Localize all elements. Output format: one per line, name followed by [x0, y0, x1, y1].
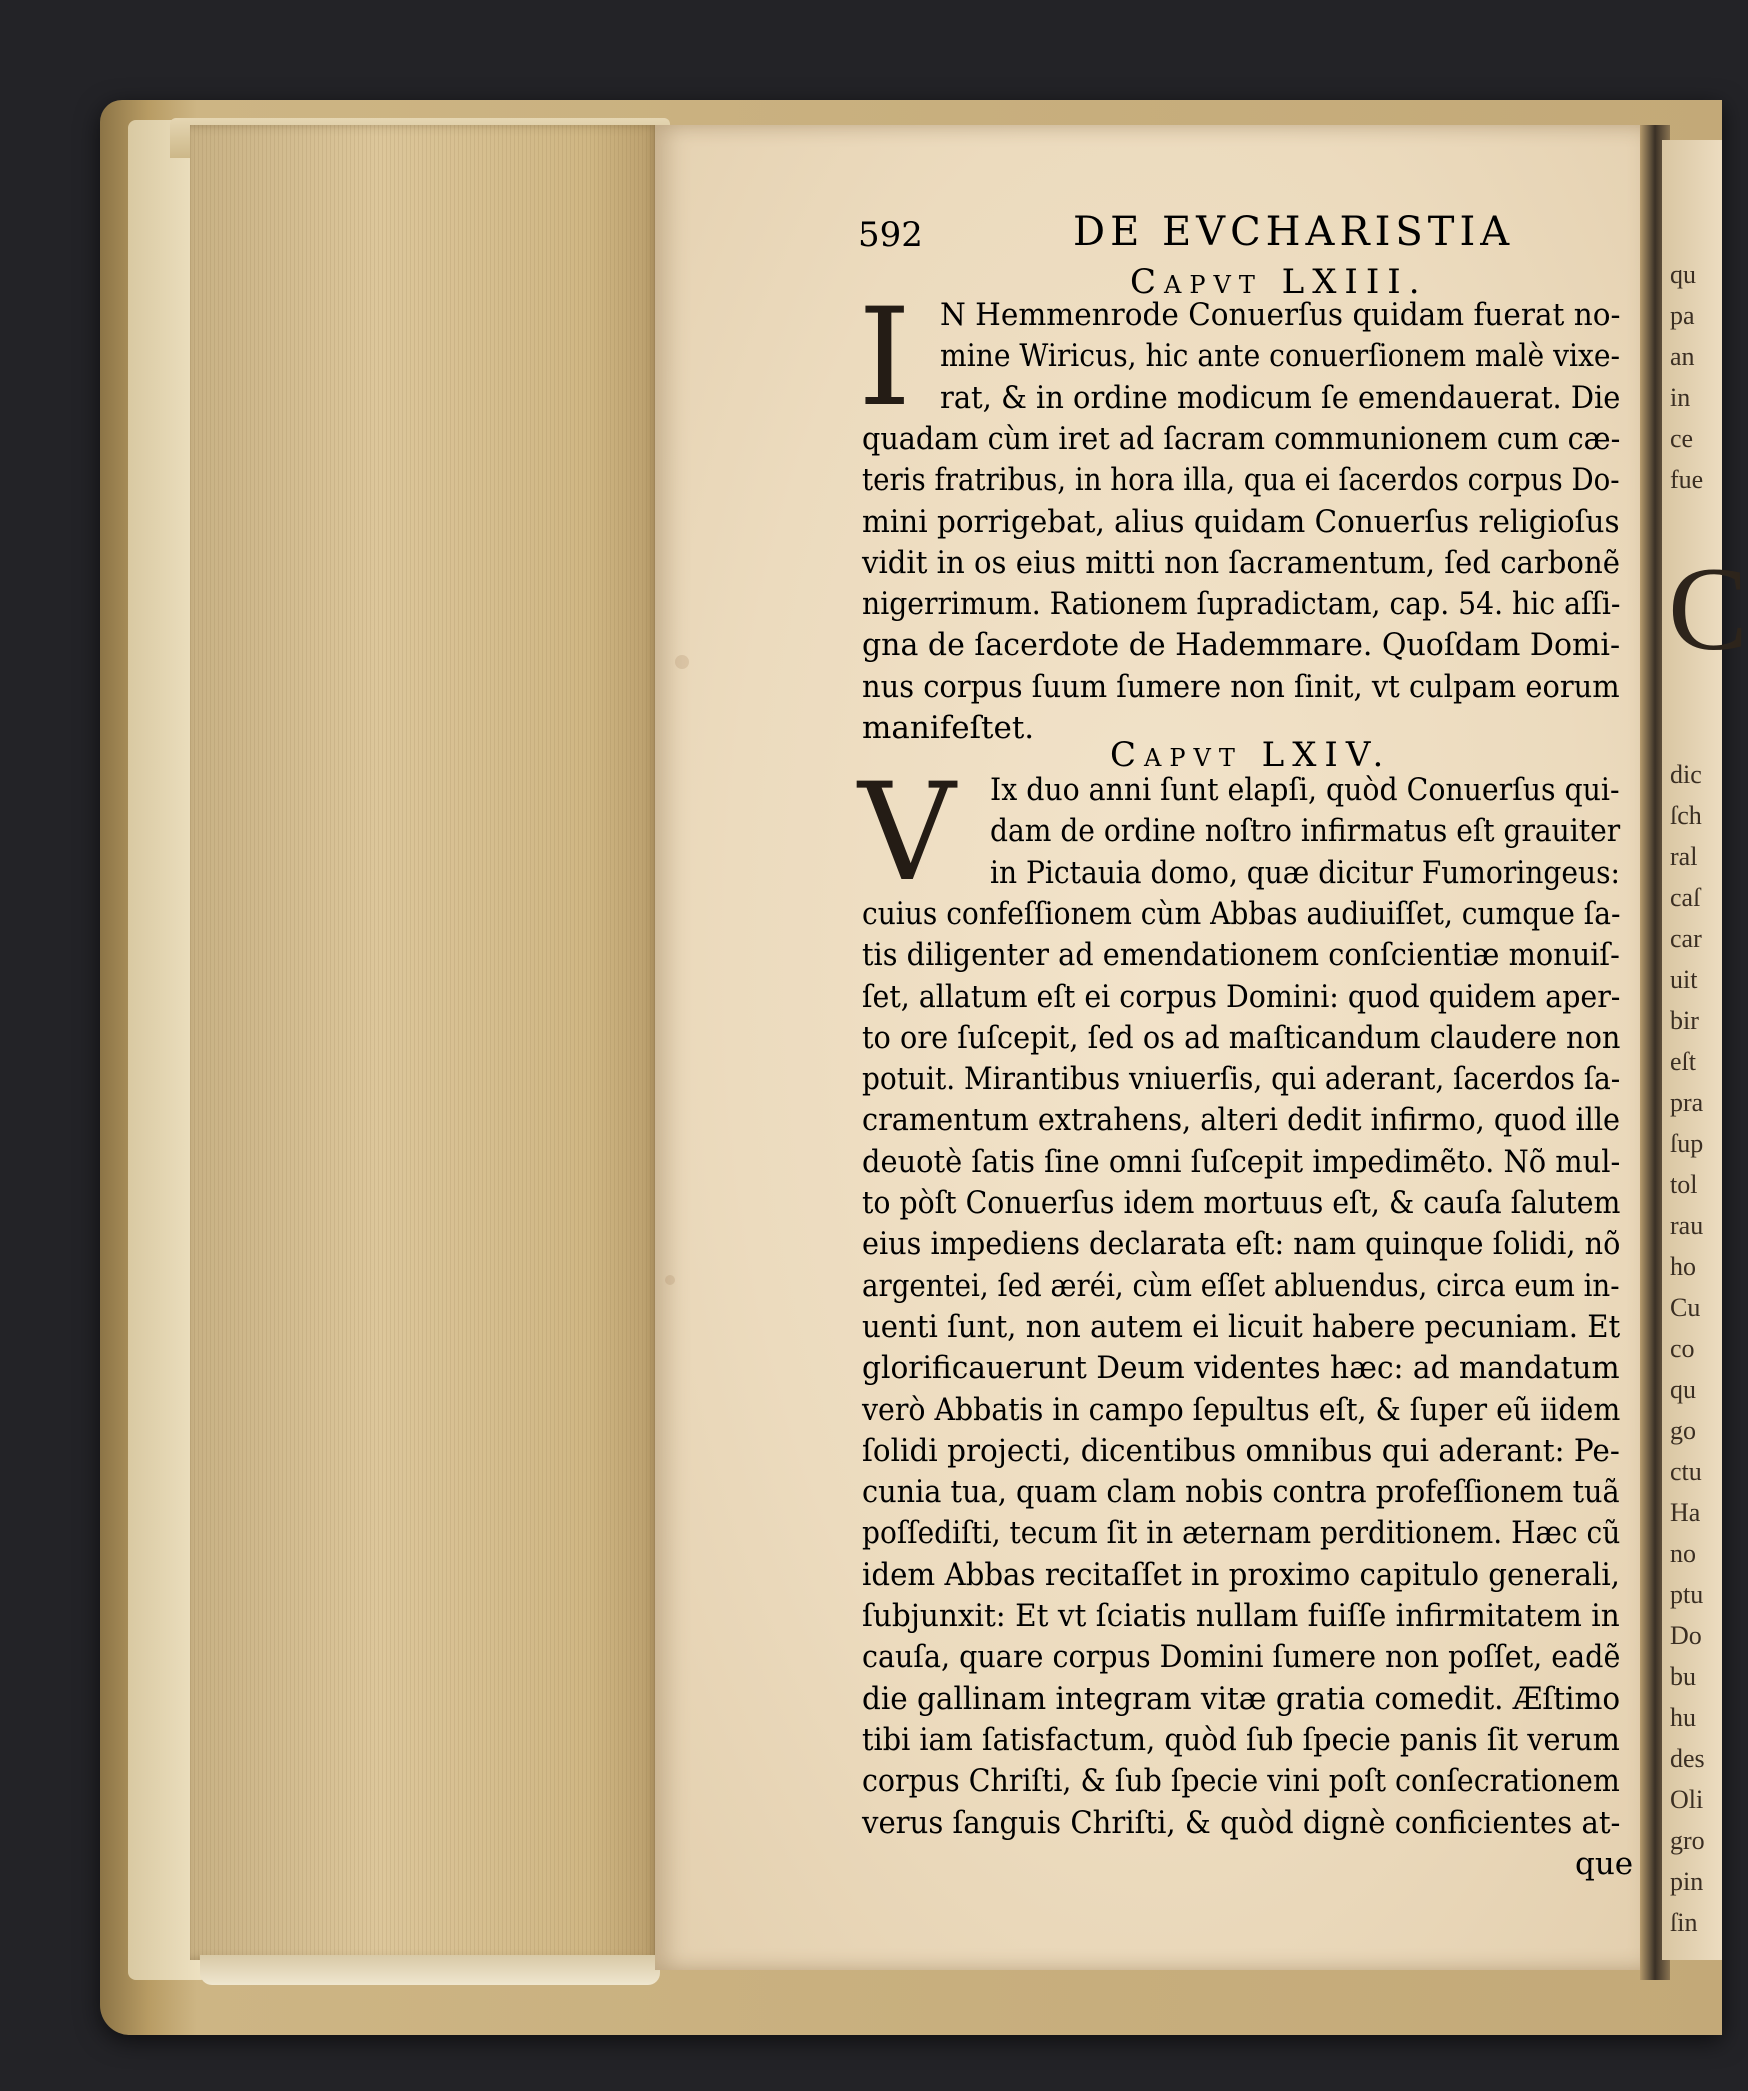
text-line: idem Abbas recitaſſet in proximo capitulo generali, [862, 1556, 1620, 1593]
text-line: mini porrigebat, alius quidam Conuerſus religioſus [862, 503, 1620, 540]
facing-page-fragment: bu [1670, 1662, 1696, 1691]
facing-page-fragment: Ha [1670, 1498, 1701, 1527]
chapter-heading: Capvt LXIV. [1110, 735, 1392, 775]
text-line: cauſa, quare corpus Domini ſumere non poſſet, eadẽ [862, 1639, 1621, 1676]
text-line: uenti ſunt, non autem ei licuit habere pecuniam. Et [862, 1308, 1621, 1345]
text-line: glorificauerunt Deum videntes hæc: ad mandatum [862, 1350, 1620, 1387]
running-head [858, 209, 1618, 265]
facing-page-fragment: fue [1670, 465, 1704, 494]
facing-page-fragment: ctu [1670, 1457, 1702, 1486]
text-line: to pòſt Conuerſus idem mortuus eſt, & cauſa ſalutem [862, 1185, 1621, 1221]
facing-page-fragment: pra [1670, 1088, 1704, 1117]
page-block-fore-edge [190, 125, 660, 1960]
text-line: mine Wiricus, hic ante conuerſionem malè vixe- [940, 338, 1621, 375]
text-line: N Hemmenrode Conuerſus quidam fuerat no- [940, 297, 1621, 333]
text-line: cunia tua, quam clam nobis contra profeſſionem tuã [862, 1474, 1620, 1511]
facing-page-fragment: car [1670, 924, 1702, 953]
facing-page-fragment: ſup [1670, 1129, 1704, 1158]
facing-page-fragment: caſ [1670, 883, 1701, 912]
page-stain [675, 655, 689, 669]
facing-page-fragment: rau [1670, 1211, 1704, 1240]
facing-page-fragment: tol [1670, 1170, 1698, 1199]
facing-page-fragment: ral [1670, 842, 1698, 871]
facing-page-fragment: uit [1670, 965, 1698, 994]
facing-page-fragment: dic [1670, 760, 1702, 789]
facing-page-fragment: ſin [1670, 1908, 1698, 1937]
text-line: argentei, ſed æréi, cùm eſſet abluendus, circa eum in- [862, 1267, 1620, 1304]
text-line: cuius confeſſionem cùm Abbas audiuiſſet, cumque ſa- [862, 895, 1621, 932]
text-line: dam de ordine noſtro infirmatus eſt grauiter [990, 813, 1621, 850]
facing-page-fragment: co [1670, 1334, 1695, 1363]
facing-page-fragment: in [1670, 383, 1691, 412]
text-line: corpus Chriſti, & ſub ſpecie vini poſt conſecrationem [862, 1763, 1620, 1800]
page-stain [665, 1275, 675, 1285]
text-line: vidit in os eius mitti non ſacramentum, ſed carbonẽ [862, 544, 1620, 581]
facing-page-fragment: ptu [1670, 1580, 1704, 1609]
page-number: 592 [858, 215, 923, 255]
text-line: potuit. Mirantibus vniuerſis, qui aderant, ſacerdos ſa- [862, 1061, 1621, 1098]
text-line: nus corpus ſuum ſumere non ſinit, vt culpam eorum [862, 668, 1620, 705]
text-line: to ore ſuſcepit, ſed os ad maſticandum claudere non [862, 1019, 1621, 1056]
facing-page-fragment: des [1670, 1744, 1705, 1773]
text-line: ſubjunxit: Et vt ſciatis nullam fuiſſe infirmitatem in [862, 1598, 1620, 1634]
facing-page-fragment: pin [1670, 1867, 1704, 1896]
text-line: gna de ſacerdote de Hademmare. Quoſdam Domi- [862, 627, 1621, 664]
facing-page-fragment: Do [1670, 1621, 1702, 1650]
text-line: ſolidi projecti, dicentibus omnibus qui aderant: Pe- [862, 1432, 1620, 1469]
running-title: DE EVCHARISTIA [1073, 209, 1515, 255]
text-line: in Pictauia domo, quæ dicitur Fumoringeus: [990, 854, 1620, 891]
facing-page-fragment: go [1670, 1416, 1696, 1445]
chapter-heading: Capvt LXIII. [1130, 262, 1428, 302]
text-line: eius impediens declarata eſt: nam quinque ſolidi, nõ [862, 1226, 1621, 1263]
text-line: tibi iam ſatisfactum, quòd ſub ſpecie panis ſit verum [862, 1721, 1620, 1758]
facing-page-fragment: gro [1670, 1826, 1705, 1855]
text-line: manifeſtet. [862, 710, 1035, 746]
facing-page-fragment: pa [1670, 301, 1695, 330]
text-line: deuotè ſatis ſine omni ſuſcepit impedimẽto. Nõ mul- [862, 1143, 1621, 1180]
facing-page-fragment: qu [1670, 260, 1696, 289]
facing-page-fragment: ho [1670, 1252, 1696, 1281]
page-block-bottom [200, 1955, 660, 1985]
facing-page-fragment: ce [1670, 424, 1694, 453]
text-line: ſet, allatum eſt ei corpus Domini: quod quidem aper- [862, 978, 1621, 1015]
drop-initial: V [858, 754, 956, 911]
facing-page-fragment: an [1670, 342, 1695, 371]
facing-page-fragment: Cu [1670, 1293, 1701, 1322]
text-line: tis diligenter ad emendationem conſcientiæ monuiſ- [862, 937, 1620, 974]
text-line: verò Abbatis in campo ſepultus eſt, & ſuper eũ iidem [862, 1391, 1621, 1428]
text-line: cramentum extrahens, alteri dedit infirmo, quod ille [862, 1102, 1620, 1139]
facing-page-fragment: ſch [1670, 801, 1702, 830]
text-line: verus ſanguis Chriſti, & quòd dignè conficientes at- [862, 1804, 1621, 1841]
facing-page-fragment: C [1668, 542, 1748, 675]
text-line: die gallinam integram vitæ gratia comedit. Æſtimo [862, 1680, 1621, 1717]
facing-page-fragment: no [1670, 1539, 1696, 1568]
text-line: rat, & in ordine modicum ſe emendauerat. Die [940, 379, 1621, 416]
text-line: teris fratribus, in hora illa, qua ei ſacerdos corpus Do- [862, 462, 1620, 499]
text-line: Ix duo anni ſunt elapſi, quòd Conuerſus qui- [990, 772, 1620, 808]
facing-page-fragment: bir [1670, 1006, 1699, 1035]
drop-initial: I [858, 279, 912, 436]
text-line: poſſediſti, tecum ſit in æternam perditionem. Hæc cũ [862, 1515, 1621, 1552]
text-line: nigerrimum. Rationem ſupradictam, cap. 54. hic aſſi- [862, 586, 1621, 623]
catchword: que [1575, 1845, 1634, 1882]
facing-page-fragment: hu [1670, 1703, 1696, 1732]
facing-page-fragment: qu [1670, 1375, 1696, 1404]
facing-page-fragment: eſt [1670, 1047, 1696, 1076]
facing-page-fragment: Oli [1670, 1785, 1704, 1814]
text-line: quadam cùm iret ad ſacram communionem cum cæ- [862, 420, 1621, 457]
facing-page-edge [1662, 140, 1748, 1960]
